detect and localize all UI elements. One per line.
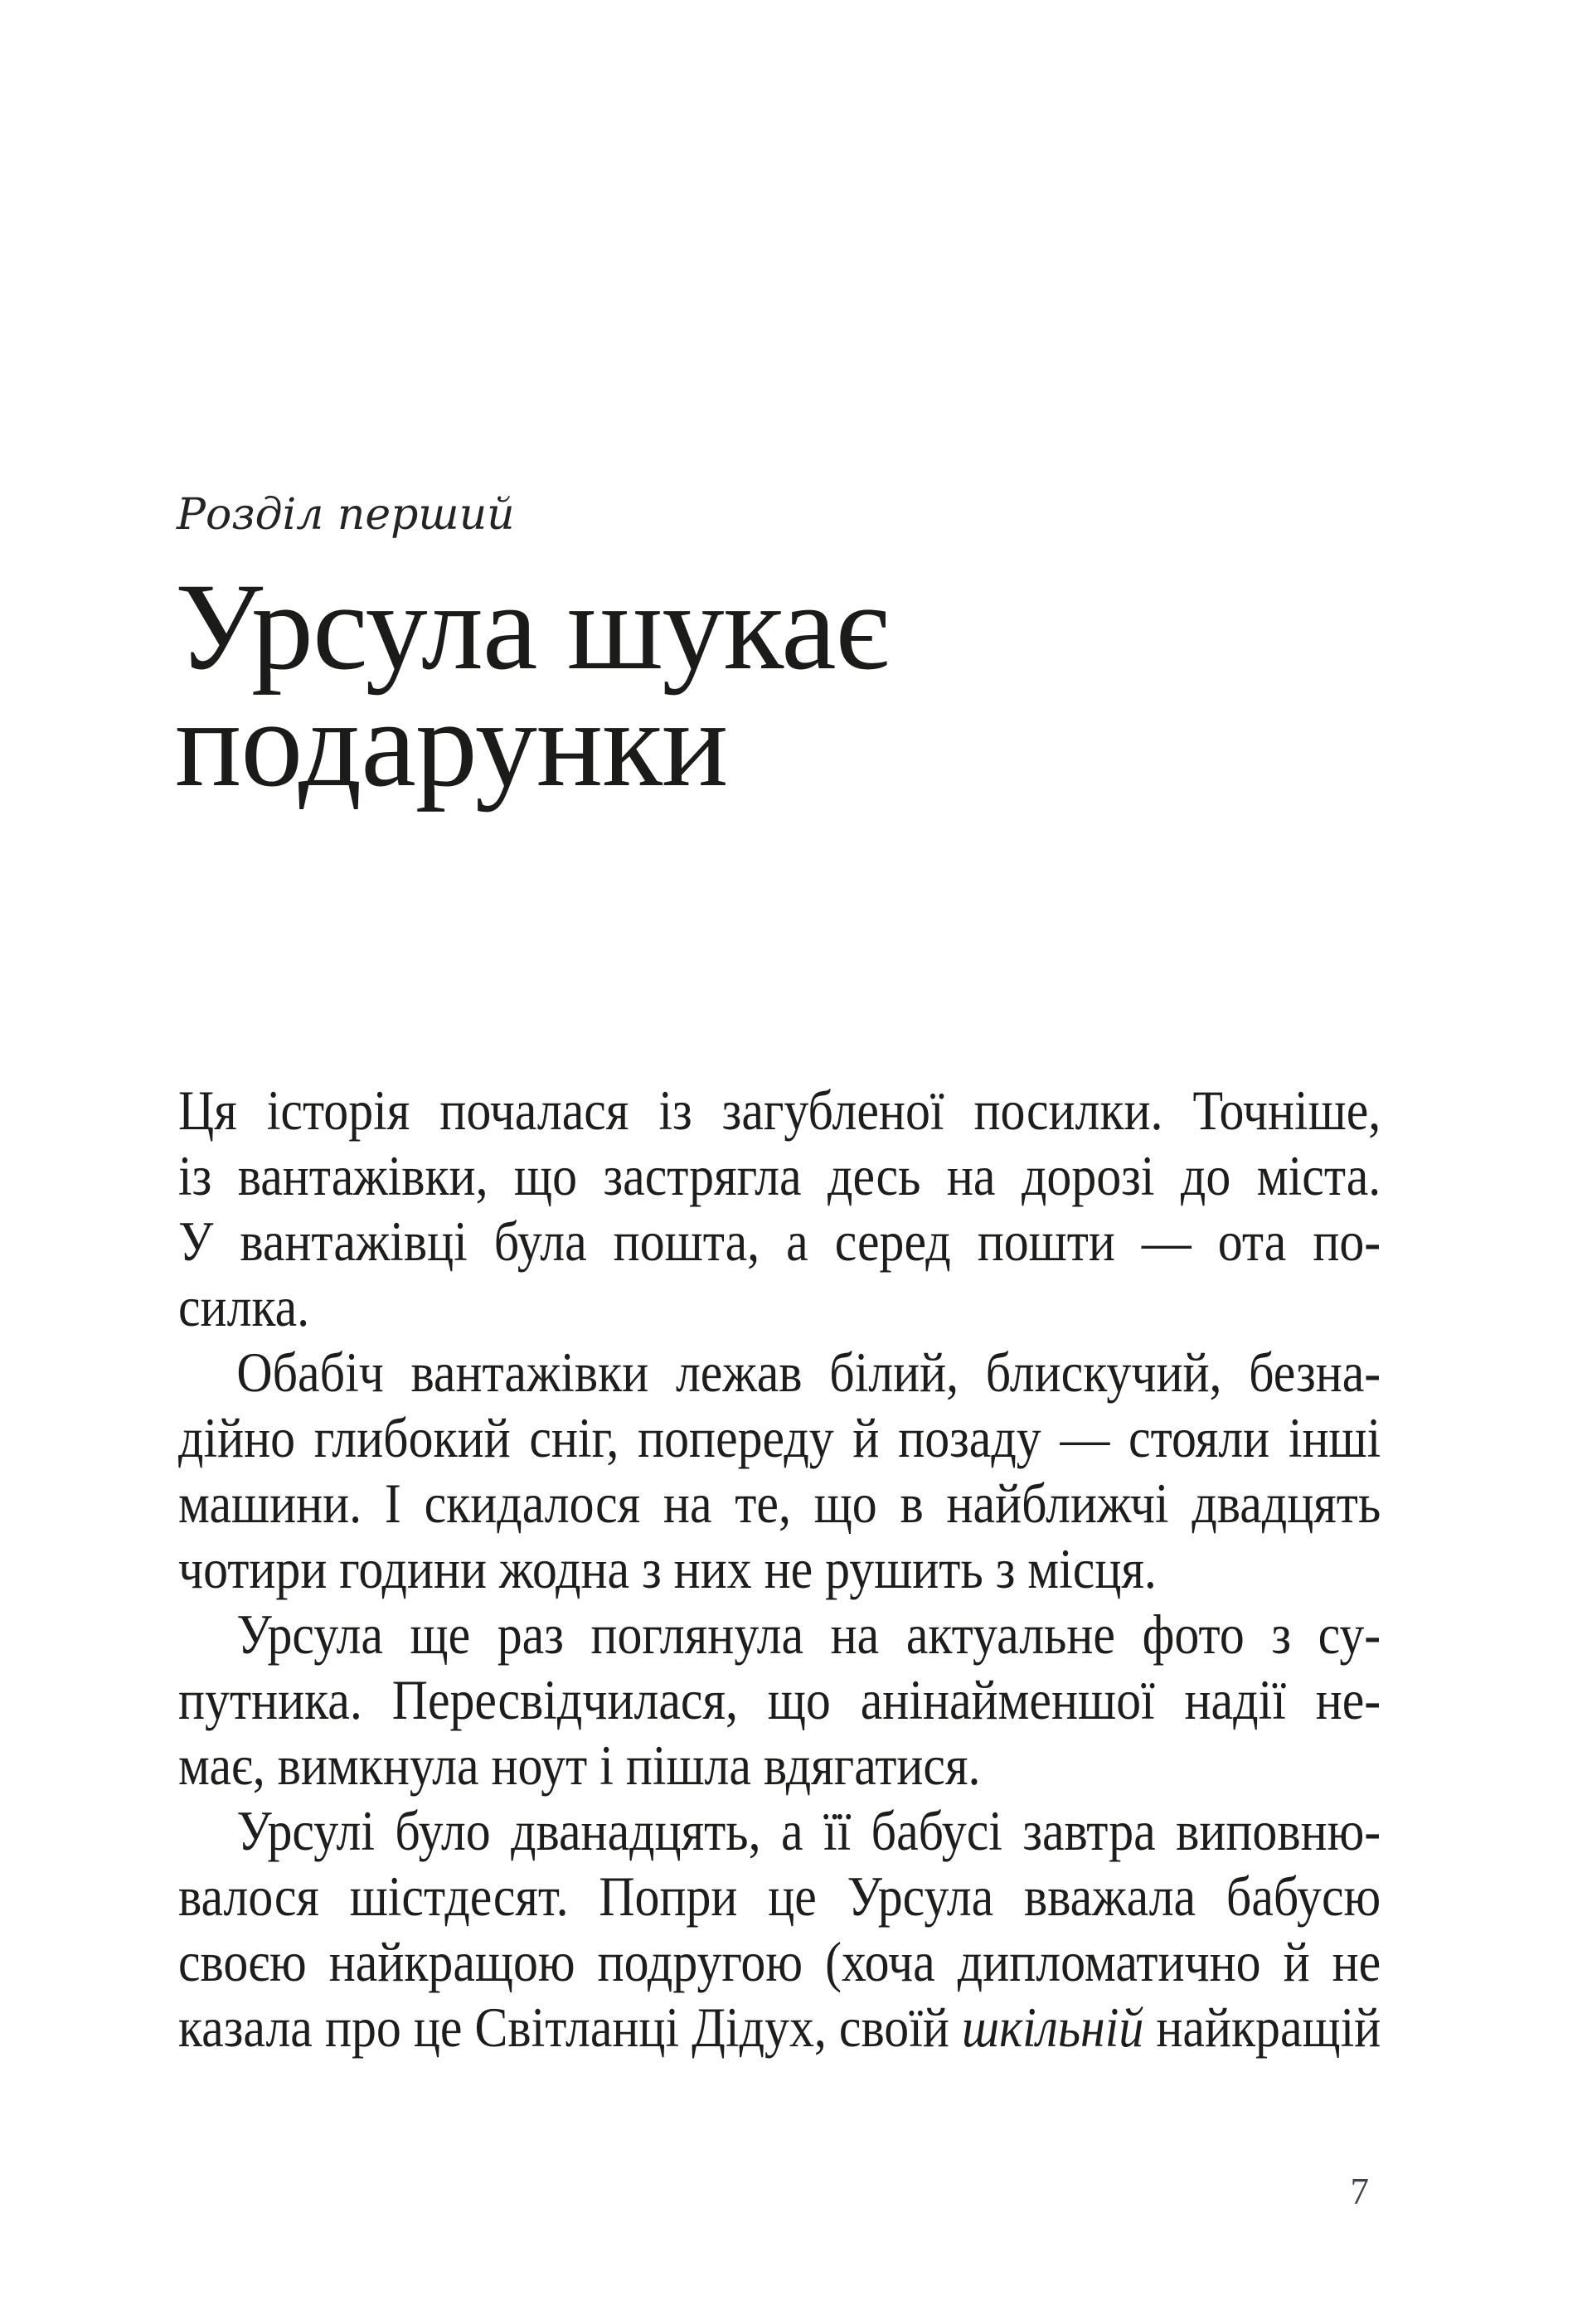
text-line: чотири години жодна з них не рушить з місця. [178, 1537, 1157, 1600]
text-line: дійно глибокий сніг, попереду й позаду — стояли інші [178, 1406, 1381, 1469]
text-line: Ця історія почалася із загубленої посилки. Точніше, [178, 1079, 1381, 1142]
text-line: валося шістдесят. Попри це Урсула вважала бабусю [178, 1865, 1381, 1928]
chapter-label: Розділ перший [177, 490, 515, 540]
page-number: 7 [1350, 2171, 1369, 2212]
text-line: силка. [178, 1275, 310, 1338]
chapter-title-line-2: подарунки [175, 675, 728, 813]
chapter-title [175, 558, 889, 813]
paragraph [178, 1602, 1381, 1798]
chapter-title-line-1: Урсула шукає [175, 558, 889, 696]
paragraph [178, 1340, 1381, 1602]
text-line: Обабіч вантажівки лежав білий, блискучий, безна- [236, 1341, 1381, 1404]
text-line: Урсулі було дванадцять, а її бабусі завтра виповню- [236, 1799, 1381, 1862]
text-line: путника. Пересвідчилася, що анінайменшої надії не- [178, 1668, 1381, 1731]
body-text [178, 1078, 1381, 2060]
text-line: У вантажівці була пошта, а серед пошти — ота по- [178, 1210, 1381, 1273]
text-line: казала про це Світланці Дідух, своїй шкільній найкращій [178, 1996, 1381, 2059]
paragraph [178, 1078, 1381, 1340]
text-line: своєю найкращою подругою (хоча дипломатично й не [178, 1930, 1381, 1993]
text-line: Урсула ще раз поглянула на актуальне фото з су- [236, 1603, 1381, 1666]
text-line: має, вимкнула ноут і пішла вдягатися. [178, 1734, 981, 1797]
italic-word: шкільній [961, 1996, 1144, 2059]
text-line: машини. І скидалося на те, що в найближчі двадцять [178, 1472, 1381, 1535]
paragraph [178, 1798, 1381, 2060]
text-line: із вантажівки, що застрягла десь на дорозі до міста. [178, 1144, 1381, 1207]
